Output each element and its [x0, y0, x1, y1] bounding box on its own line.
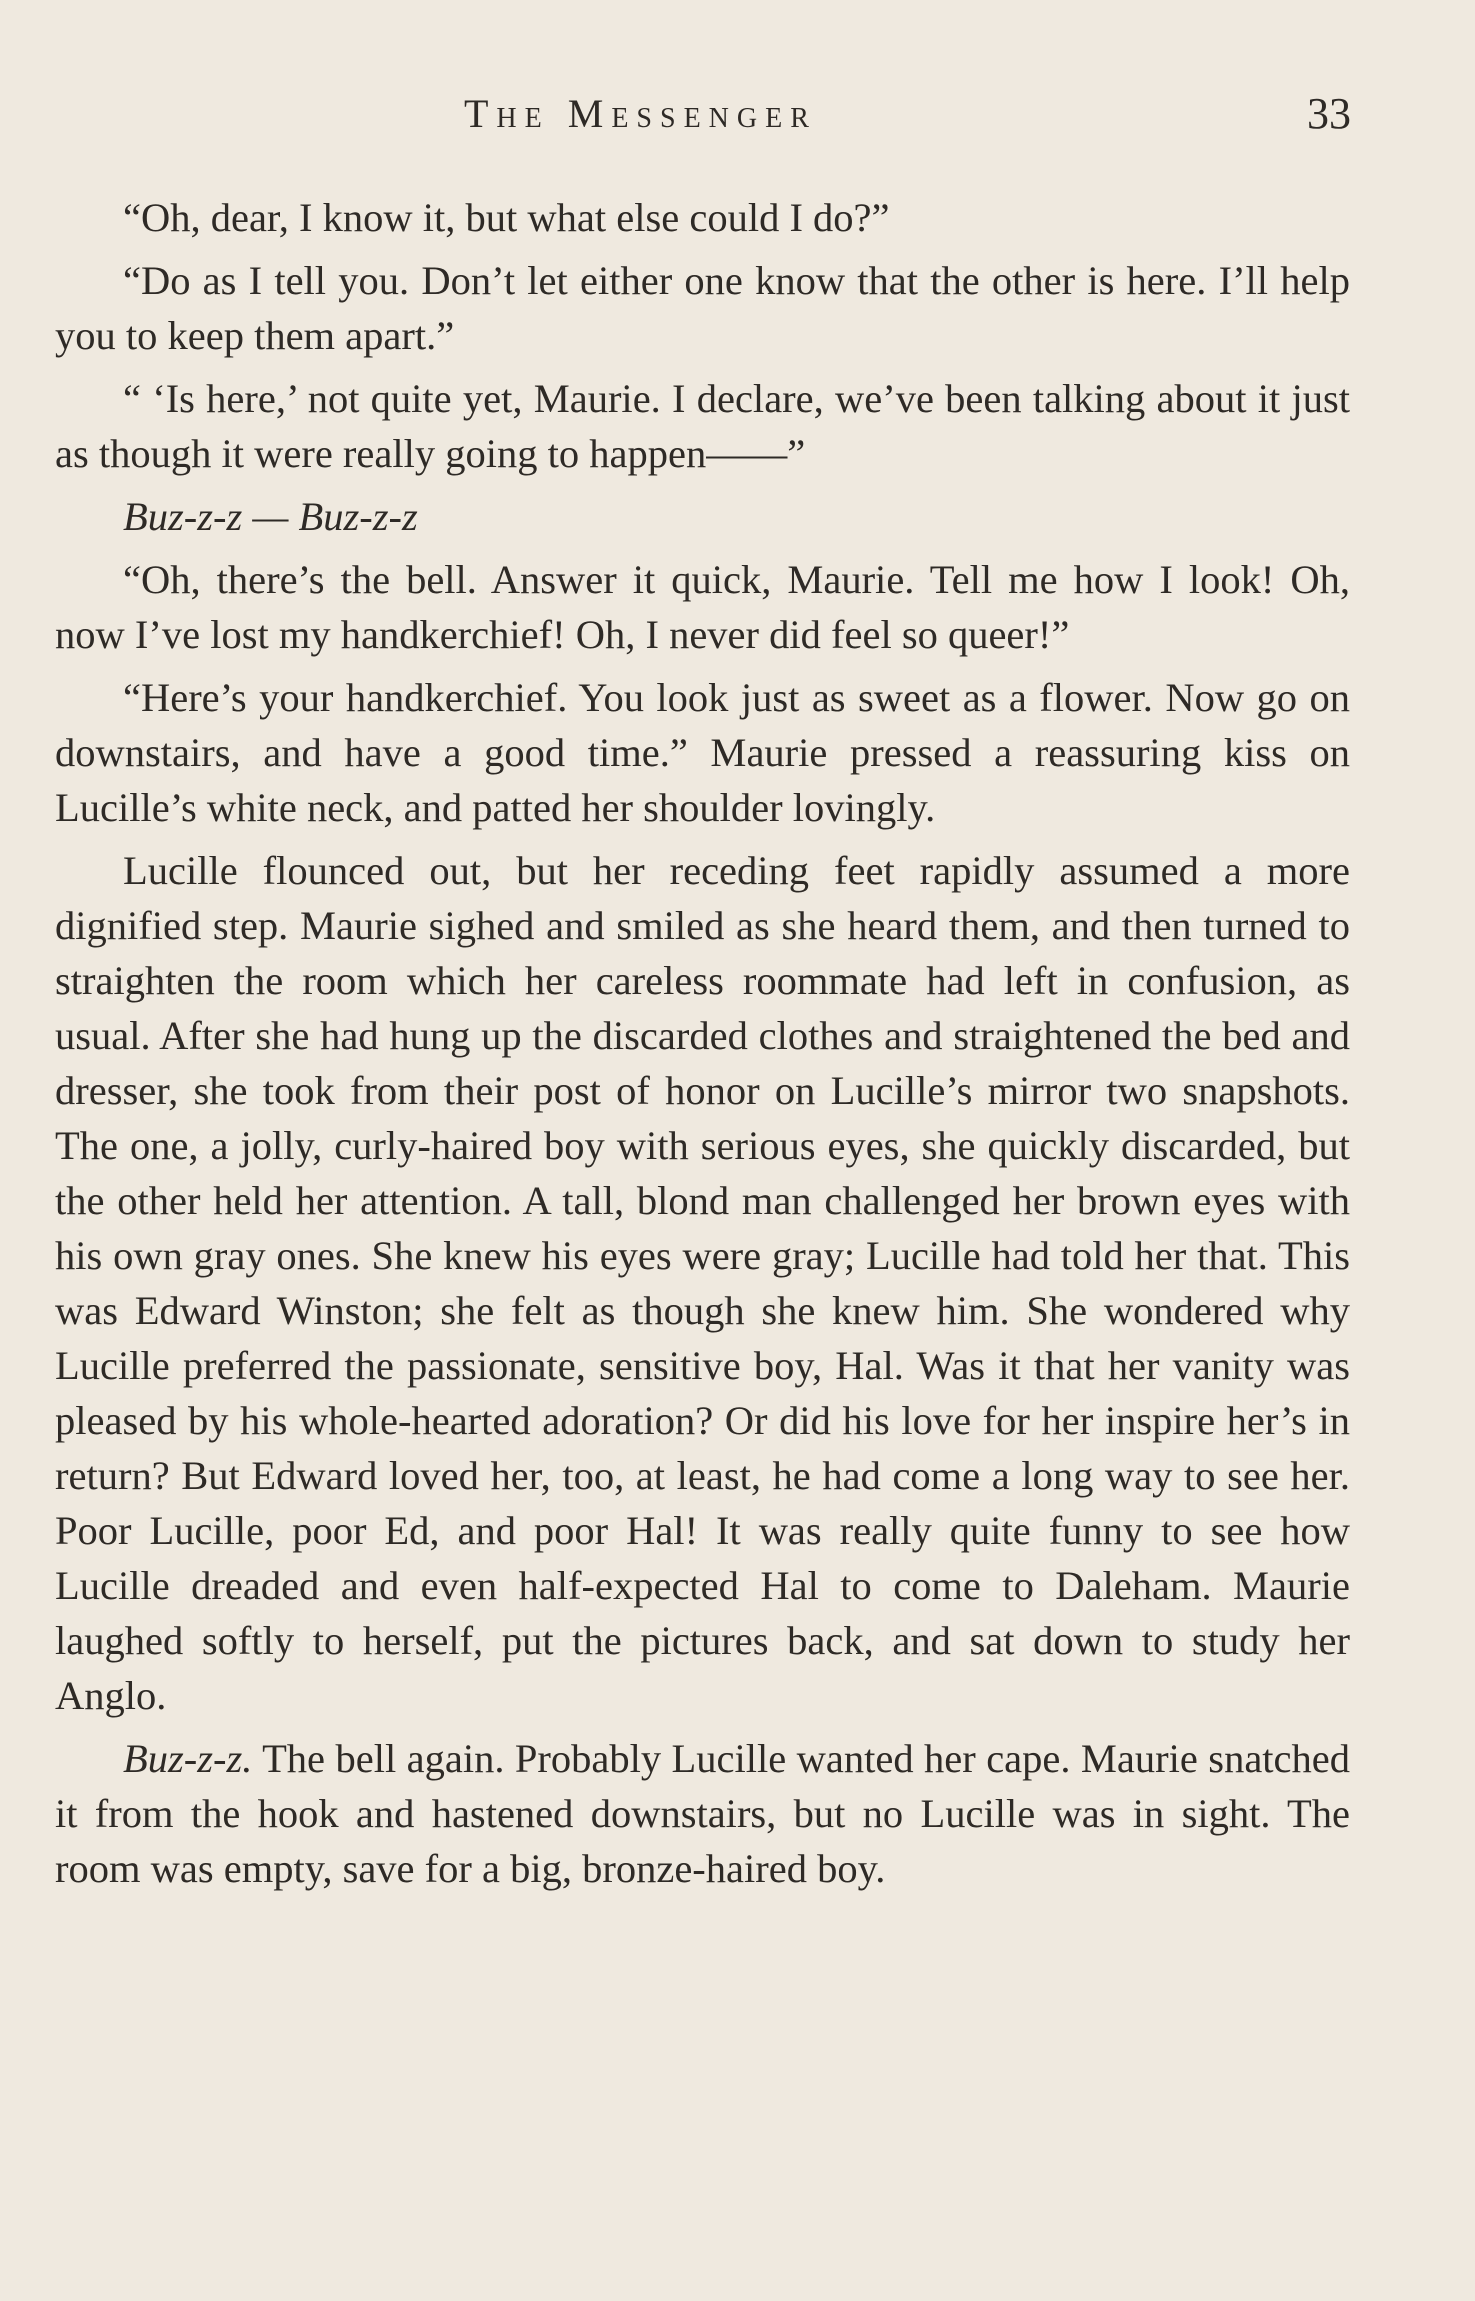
- buzz-sound-lead: Buz-z-z.: [123, 1736, 253, 1781]
- paragraph-last: [55, 1731, 1350, 1896]
- running-title: The Messenger: [464, 91, 817, 136]
- paragraph: “Here’s your handkerchief. You look just as sweet as a flower. Now go on downstairs, and have a good time.” Maurie pressed a reassuring kiss on Lucille’s white neck, and patted her shoulder lovingly.: [55, 675, 1350, 830]
- page-number: 33: [1307, 89, 1351, 138]
- buzz-sound-line: Buz-z-z — Buz-z-z: [123, 494, 418, 539]
- paragraph-text: The bell again. Probably Lucille wanted her cape. Maurie snatched it from the hook and hastened downstairs, but no Lucille was in sight. The room was empty, save for a big, bronze-haired boy.: [55, 1736, 1350, 1891]
- running-head: [0, 82, 1475, 142]
- paragraph: “Do as I tell you. Don’t let either one know that the other is here. I’ll help you to keep them apart.”: [55, 258, 1350, 358]
- paragraph: “Oh, there’s the bell. Answer it quick, Maurie. Tell me how I look! Oh, now I’ve lost my handkerchief! Oh, I never did feel so queer!”: [55, 557, 1350, 657]
- paragraph: Lucille flounced out, but her receding feet rapidly assumed a more dignified step. Maurie sighed and smiled as she heard them, and then turned to straighten the room which her careless roommate had left in confusion, as usual. After she had hung up the discarded clothes and straightened the bed and dresser, she took from their post of honor on Lucille’s mirror two snapshots. The one, a jolly, curly-haired boy with serious eyes, she quickly discarded, but the other held her attention. A tall, blond man challenged her brown eyes with his own gray ones. She knew his eyes were gray; Lucille had told her that. This was Edward Winston; she felt as though she knew him. She wondered why Lucille preferred the passionate, sensitive boy, Hal. Was it that her vanity was pleased by his whole-hearted adoration? Or did his love for her inspire her’s in return? But Edward loved her, too, at least, he had come a long way to see her. Poor Lucille, poor Ed, and poor Hal! It was really quite funny to see how Lucille dreaded and even half-expected Hal to come to Daleham. Maurie laughed softly to herself, put the pictures back, and sat down to study her Anglo.: [55, 848, 1350, 1718]
- paragraph: “Oh, dear, I know it, but what else could I do?”: [123, 195, 890, 240]
- paragraph: “ ‘Is here,’ not quite yet, Maurie. I declare, we’ve been talking about it just as though it were really going to happen——”: [55, 376, 1350, 476]
- body-text: [55, 190, 1350, 1904]
